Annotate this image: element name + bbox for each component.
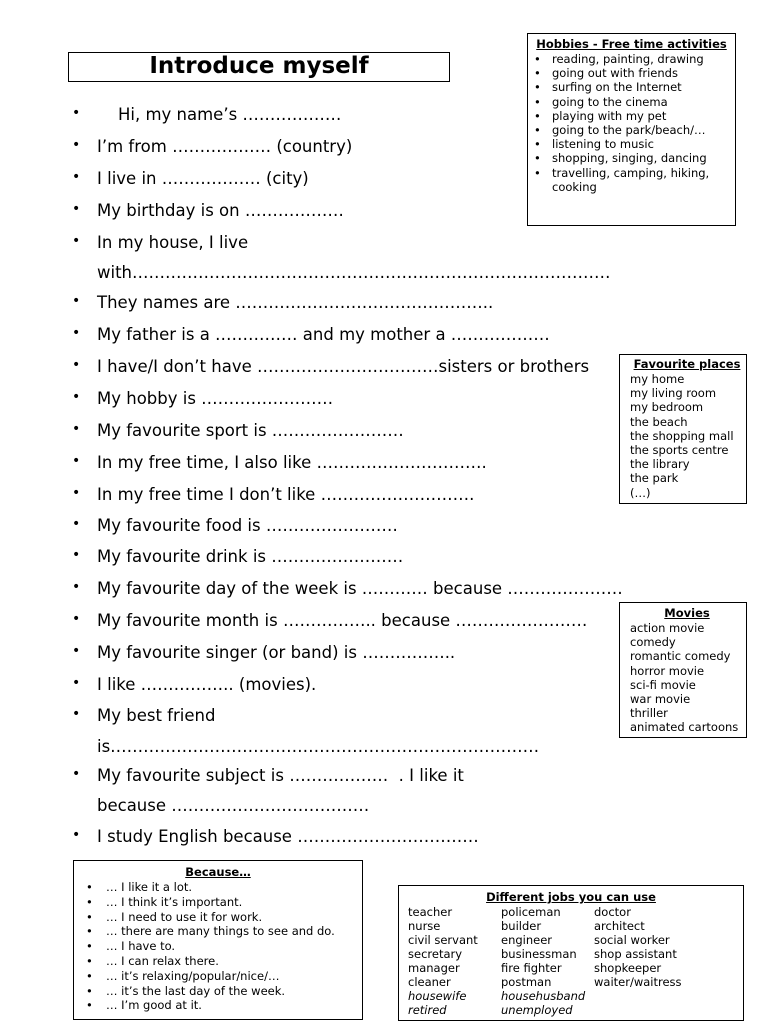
job-item: postman <box>501 975 552 989</box>
list-item <box>528 52 735 66</box>
page-title: Introduce myself <box>68 52 450 82</box>
bullet-icon: • <box>72 233 81 249</box>
question-text: I live in ……………… (city) <box>97 169 309 188</box>
list-item-text: … it’s the last day of the week. <box>106 983 286 998</box>
bullet-icon: • <box>86 909 93 924</box>
question-text: I like …………….. (movies). <box>97 675 317 694</box>
question-text: My best friend <box>97 706 216 725</box>
list-item-text: … I think it’s important. <box>106 894 243 909</box>
list-item: thriller <box>630 706 668 721</box>
list-item: the park <box>630 471 679 486</box>
question-continuation: because ……………………………… <box>97 796 370 815</box>
bullet-icon: • <box>534 94 541 109</box>
job-item: manager <box>408 961 460 975</box>
job-item: cleaner <box>408 975 451 989</box>
question-text: I’m from ……………… (country) <box>97 137 353 156</box>
bullet-icon: • <box>72 201 81 217</box>
job-item: shopkeeper <box>594 961 662 975</box>
list-item-text: … I’m good at it. <box>106 998 202 1013</box>
list-item-text: going out with friends <box>552 66 678 81</box>
bullet-icon: • <box>72 389 81 405</box>
jobs-box <box>398 885 744 1021</box>
bullet-icon: • <box>72 579 81 595</box>
jobs-title: Different jobs you can use <box>486 890 656 904</box>
job-item: social worker <box>594 933 670 947</box>
job-item: teacher <box>408 905 453 919</box>
list-item <box>74 969 362 984</box>
bullet-icon: • <box>72 611 81 627</box>
question-text: I study English because …………………………… <box>97 827 479 846</box>
bullet-icon: • <box>534 80 541 95</box>
question-text: In my house, I live <box>97 233 249 252</box>
bullet-icon: • <box>86 998 93 1013</box>
list-item <box>74 924 362 939</box>
list-item: (…) <box>630 485 651 500</box>
job-item: engineer <box>501 933 553 947</box>
job-item: shop assistant <box>594 947 677 961</box>
job-item: unemployed <box>501 1003 573 1017</box>
bullet-icon: • <box>72 137 81 153</box>
hobbies-box <box>527 33 736 226</box>
list-item-text: travelling, camping, hiking, <box>552 165 710 180</box>
bullet-icon: • <box>86 880 93 894</box>
list-item: the shopping mall <box>630 428 734 443</box>
bullet-icon: • <box>72 453 81 469</box>
job-item: fire fighter <box>501 961 562 975</box>
bullet-icon: • <box>72 766 81 782</box>
bullet-icon: • <box>86 924 93 939</box>
list-item <box>528 80 735 94</box>
hobbies-list <box>528 52 735 194</box>
job-item: civil servant <box>408 933 478 947</box>
bullet-icon: • <box>72 357 81 373</box>
list-item-text: playing with my pet <box>552 108 667 123</box>
job-item: waiter/waitress <box>594 975 682 989</box>
question-text: In my free time I don’t like ………………………. <box>97 485 475 504</box>
job-item: policeman <box>501 905 561 919</box>
question-text: My favourite subject is ……………… . I like it <box>97 766 464 785</box>
list-item <box>528 109 735 123</box>
job-item: businessman <box>501 947 577 961</box>
list-item: war movie <box>630 692 691 707</box>
list-item-text: … I can relax there. <box>106 953 219 968</box>
list-item: my home <box>630 372 685 386</box>
list-item-text: going to the cinema <box>552 94 668 109</box>
question-text: My favourite food is …………………… <box>97 516 398 535</box>
job-item: doctor <box>594 905 631 919</box>
list-item-text: shopping, singing, dancing <box>552 151 707 166</box>
list-item: the library <box>630 457 690 472</box>
movies-title: Movies <box>664 606 710 620</box>
question-continuation: is…………………………………………………………………… <box>97 737 540 756</box>
bullet-icon: • <box>72 675 81 691</box>
job-item <box>594 989 694 1003</box>
bullet-icon: • <box>86 968 93 983</box>
list-item <box>74 998 362 1013</box>
list-item: the sports centre <box>630 443 729 458</box>
bullet-icon: • <box>72 827 81 843</box>
question-text: My hobby is …………………… <box>97 389 334 408</box>
list-item-text: … I need to use it for work. <box>106 909 263 924</box>
question-text: My favourite singer (or band) is …………….. <box>97 643 456 662</box>
list-item-text: … it’s relaxing/popular/nice/… <box>106 968 280 983</box>
movies-list <box>628 621 746 735</box>
because-box <box>73 860 363 1020</box>
places-title: Favourite places <box>633 357 741 371</box>
bullet-icon: • <box>72 293 81 309</box>
question-text: In my free time, I also like …………………………. <box>97 453 487 472</box>
job-item: househusband <box>501 989 586 1003</box>
places-box <box>619 354 747 504</box>
question-text: My favourite drink is …………………… <box>97 547 404 566</box>
list-item <box>74 984 362 999</box>
question-text: I have/I don’t have ……………………………sisters or brothers <box>97 357 590 376</box>
bullet-icon: • <box>86 939 93 954</box>
list-item-text: surfing on the Internet <box>552 80 682 95</box>
list-item <box>528 137 735 151</box>
bullet-icon: • <box>72 485 81 501</box>
job-item: builder <box>501 919 542 933</box>
list-item <box>74 880 362 895</box>
list-item <box>528 166 735 180</box>
bullet-icon: • <box>86 953 93 968</box>
question-text: My favourite month is …………….. because …………………… <box>97 611 588 630</box>
bullet-icon: • <box>534 123 541 138</box>
list-item <box>528 180 735 194</box>
list-item-text: … there are many things to see and do. <box>106 924 335 939</box>
bullet-icon: • <box>72 105 81 121</box>
bullet-icon: • <box>72 516 81 532</box>
list-item: animated cartoons <box>630 720 739 735</box>
jobs-grid <box>399 905 743 1017</box>
bullet-icon: • <box>72 706 81 722</box>
list-item: the beach <box>630 414 688 429</box>
job-item: housewife <box>408 989 467 1003</box>
question-text: My favourite day of the week is ………… because ………………… <box>97 579 623 598</box>
list-item-text: cooking <box>552 179 597 194</box>
list-item <box>74 954 362 969</box>
list-item: romantic comedy <box>630 649 731 664</box>
question-continuation: with…………………………………………………………………………… <box>97 263 611 282</box>
question-text: My father is a …………… and my mother a ……………… <box>97 325 550 344</box>
list-item-text: … I have to. <box>106 939 176 954</box>
list-item <box>528 123 735 137</box>
list-item: sci-fi movie <box>630 677 696 692</box>
list-item <box>528 151 735 165</box>
bullet-icon: • <box>86 894 93 909</box>
because-list <box>74 880 362 1013</box>
bullet-icon: • <box>534 151 541 166</box>
places-list <box>628 372 746 500</box>
because-title: Because… <box>185 865 251 879</box>
job-item: retired <box>408 1003 447 1017</box>
question-text: They names are ……………………………………….. <box>97 293 494 312</box>
bullet-icon: • <box>72 169 81 185</box>
question-text: My favourite sport is …………………… <box>97 421 404 440</box>
bullet-icon: • <box>534 165 541 180</box>
list-item: my living room <box>630 386 717 401</box>
job-item <box>594 1003 694 1017</box>
hobbies-title: Hobbies - Free time activities <box>536 37 727 51</box>
list-item-text: going to the park/beach/… <box>552 123 706 138</box>
list-item <box>74 895 362 910</box>
job-item: architect <box>594 919 645 933</box>
bullet-icon: • <box>72 325 81 341</box>
list-item <box>74 910 362 925</box>
bullet-icon: • <box>534 52 541 66</box>
bullet-icon: • <box>72 421 81 437</box>
list-item <box>528 66 735 80</box>
question-text: My birthday is on ……………… <box>97 201 344 220</box>
bullet-icon: • <box>72 643 81 659</box>
list-item: my bedroom <box>630 400 704 415</box>
question-text: Hi, my name’s ……………… <box>97 105 342 124</box>
list-item: comedy <box>630 635 676 650</box>
list-item <box>74 939 362 954</box>
bullet-icon: • <box>534 66 541 81</box>
list-item-text: reading, painting, drawing <box>552 52 704 66</box>
list-item <box>528 95 735 109</box>
job-item: secretary <box>408 947 463 961</box>
movies-box <box>619 602 747 738</box>
list-item: action movie <box>630 621 705 635</box>
list-item: horror movie <box>630 663 705 678</box>
bullet-icon: • <box>534 137 541 152</box>
bullet-icon: • <box>86 983 93 998</box>
list-item-text: listening to music <box>552 137 654 152</box>
job-item: nurse <box>408 919 441 933</box>
bullet-icon: • <box>534 108 541 123</box>
bullet-icon: • <box>72 547 81 563</box>
list-item-text: … I like it a lot. <box>106 880 193 894</box>
